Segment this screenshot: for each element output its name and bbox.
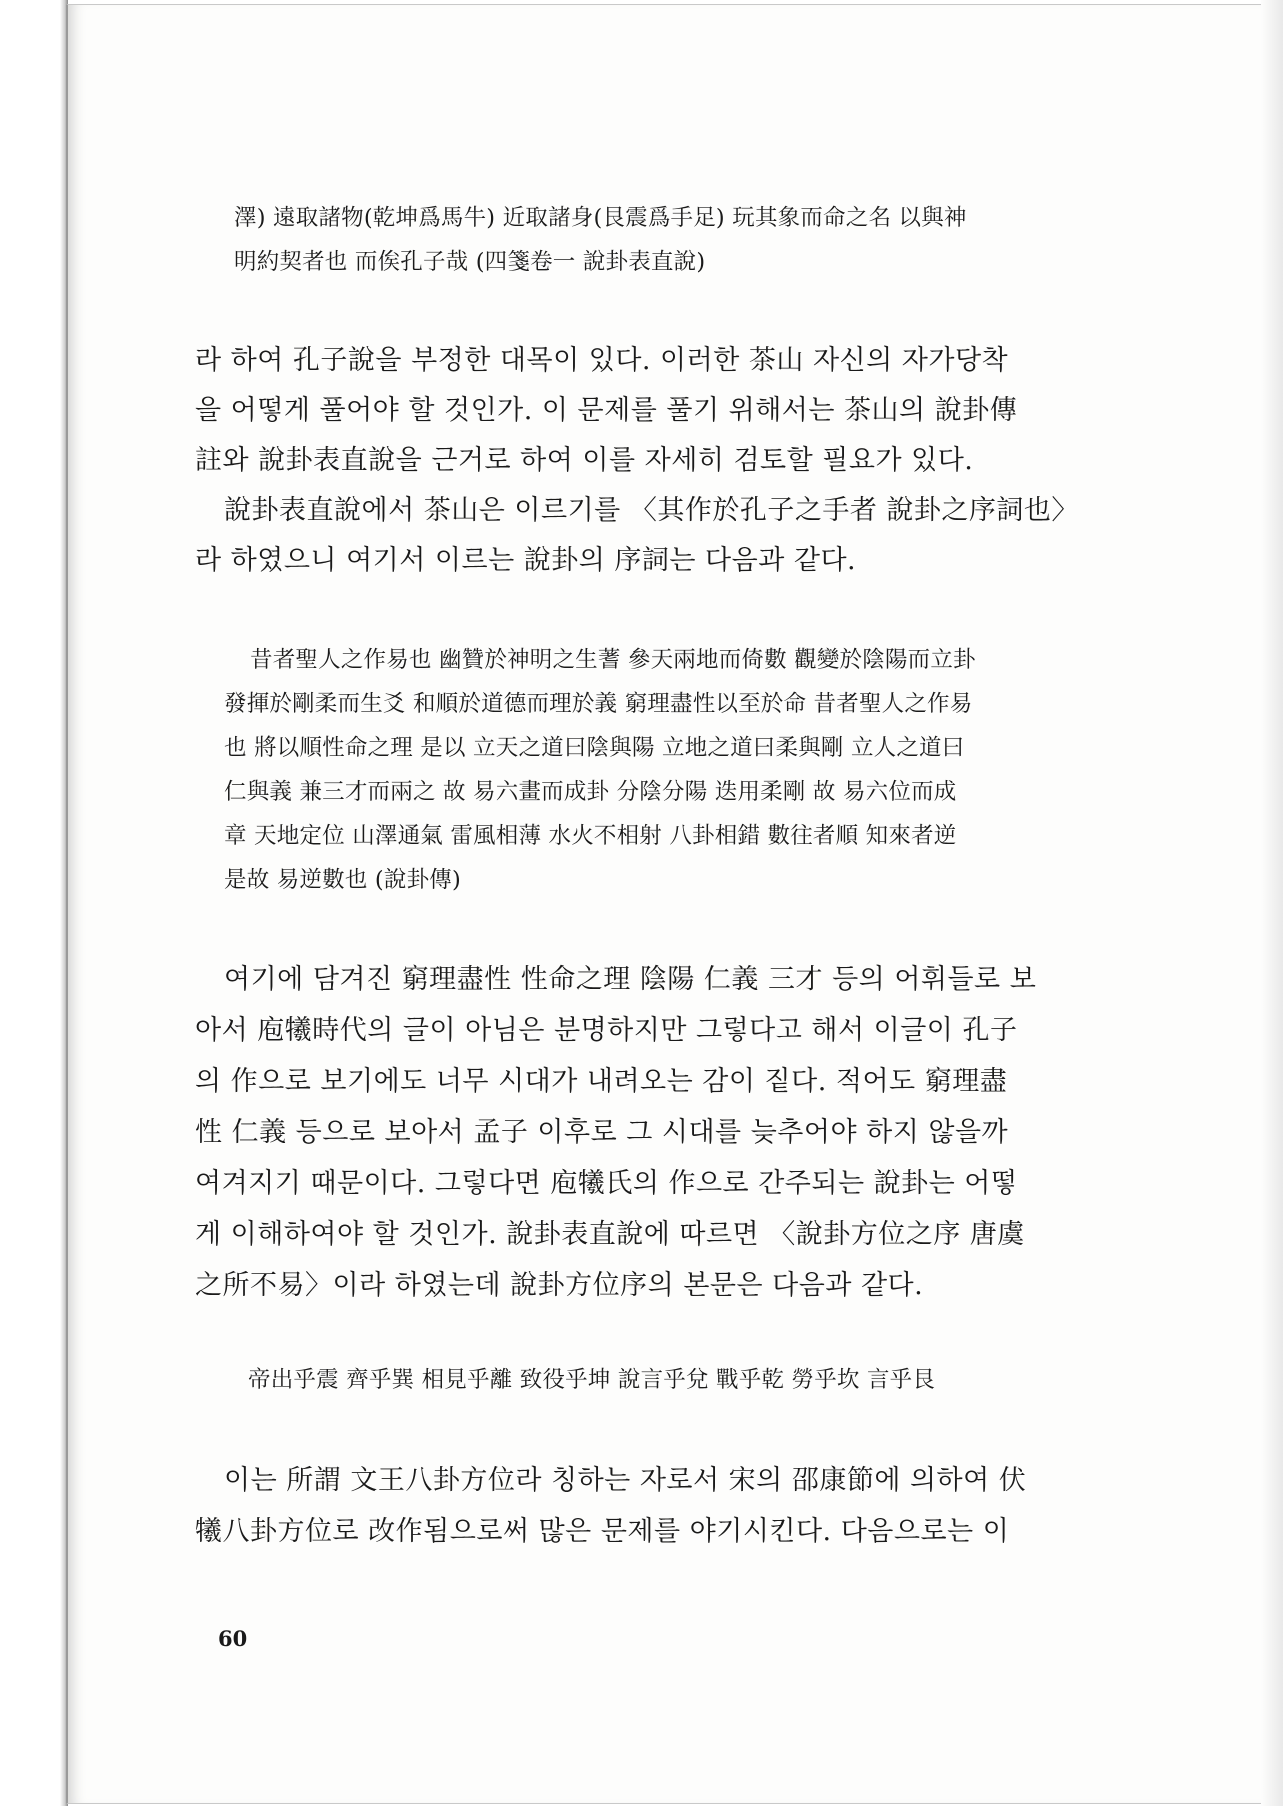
quote-line: 仁與義 兼三才而兩之 故 易六畫而成卦 分陰分陽 迭用柔剛 故 易六位而成 — [224, 779, 957, 805]
quote-line: 昔者聖人之作易也 幽贊於神明之生蓍 參天兩地而倚數 觀變於陰陽而立卦 — [250, 647, 976, 673]
quote-line: 明約契者也 而俟孔子哉 (四箋卷一 說卦表直說) — [234, 249, 706, 275]
text-line: 여겨지기 때문이다. 그렇다면 庖犧氏의 作으로 간주되는 說卦는 어떻 — [195, 1168, 1018, 1199]
page-edge-shadow — [1261, 0, 1283, 1806]
quote-line: 澤) 遠取諸物(乾坤爲馬牛) 近取諸身(艮震爲手足) 玩其象而命之名 以與神 — [234, 205, 967, 231]
text-line: 之所不易〉이라 하였는데 說卦方位序의 본문은 다음과 같다. — [195, 1270, 924, 1301]
text-line: 註와 說卦表直說을 근거로 하여 이를 자세히 검토할 필요가 있다. — [195, 445, 974, 476]
text-line: 라 하였으니 여기서 이르는 說卦의 序詞는 다음과 같다. — [195, 545, 857, 576]
text-line: 을 어떻게 풀어야 할 것인가. 이 문제를 풀기 위해서는 茶山의 說卦傳 — [195, 395, 1018, 426]
text-line: 여기에 담겨진 窮理盡性 性命之理 陰陽 仁義 三才 등의 어휘들로 보 — [224, 964, 1037, 995]
text-line: 犧八卦方位로 改作됨으로써 많은 문제를 야기시킨다. 다음으로는 이 — [195, 1516, 1010, 1547]
text-line: 아서 庖犧時代의 글이 아님은 분명하지만 그렇다고 해서 이글이 孔子 — [195, 1015, 1018, 1046]
text-line: 說卦表直說에서 茶山은 이르기를 〈其作於孔子之手者 說卦之序詞也〉 — [224, 495, 1079, 526]
page-number: 60 — [218, 1626, 248, 1651]
text-line: 性 仁義 등으로 보아서 孟子 이후로 그 시대를 늦추어야 하지 않을까 — [195, 1117, 1009, 1148]
text-line: 라 하여 孔子說을 부정한 대목이 있다. 이러한 茶山 자신의 자가당착 — [195, 345, 1009, 376]
text-line: 의 作으로 보기에도 너무 시대가 내려오는 감이 짙다. 적어도 窮理盡 — [195, 1066, 1008, 1097]
quote-line: 帝出乎震 齊乎巽 相見乎離 致役乎坤 說言乎兌 戰乎乾 勞乎坎 言乎艮 — [248, 1367, 936, 1393]
quote-line: 是故 易逆數也 (說卦傳) — [224, 867, 461, 893]
quote-line: 發揮於剛柔而生爻 和順於道德而理於義 窮理盡性以至於命 昔者聖人之作易 — [224, 691, 973, 717]
quote-line: 章 天地定位 山澤通氣 雷風相薄 水火不相射 八卦相錯 數往者順 知來者逆 — [224, 823, 957, 849]
quote-line: 也 將以順性命之理 是以 立天之道曰陰與陽 立地之道曰柔與剛 立人之道曰 — [224, 735, 965, 761]
text-line: 게 이해하여야 할 것인가. 說卦表直說에 따르면 〈說卦方位之序 唐虞 — [195, 1219, 1025, 1250]
text-line: 이는 所謂 文王八卦方位라 칭하는 자로서 宋의 邵康節에 의하여 伏 — [224, 1465, 1027, 1496]
